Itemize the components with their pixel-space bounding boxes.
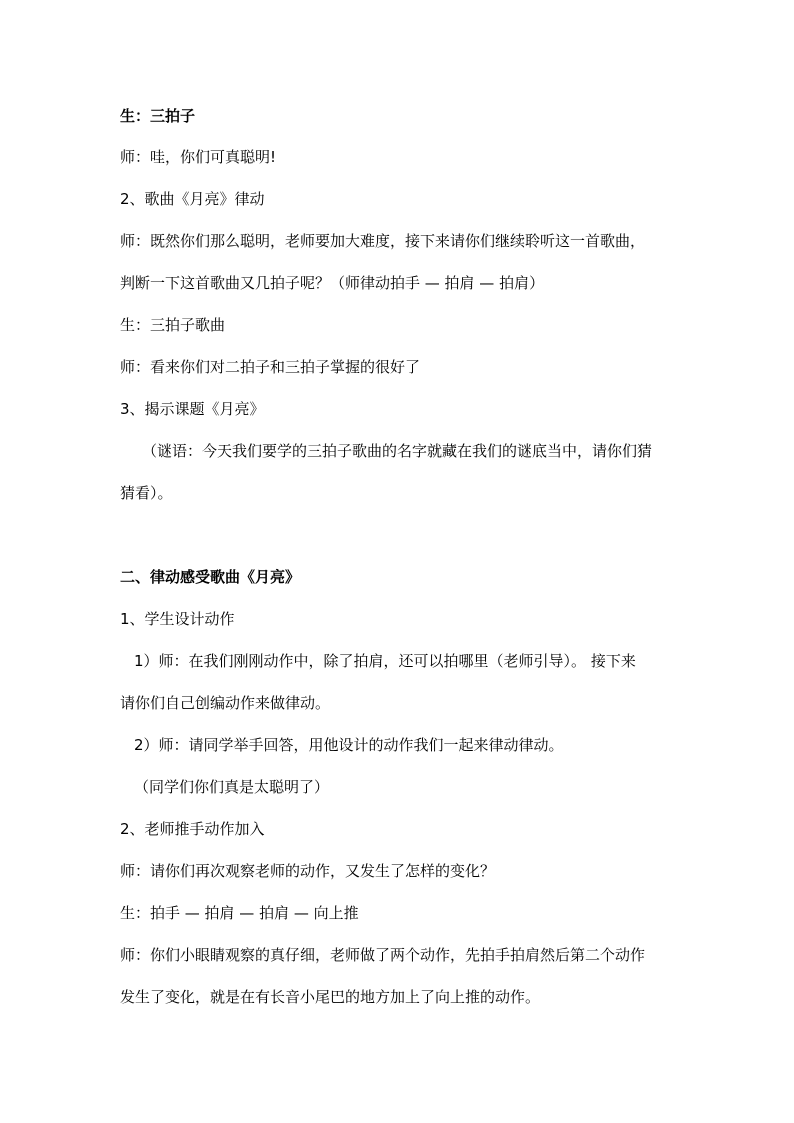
step1-line2: 请你们自己创编动作来做律动。 [120, 694, 331, 712]
teacher-instruction-line2: 判断一下这首歌曲又几拍子呢？（师律动拍手 — 拍肩 — 拍肩） [120, 274, 545, 292]
riddle-line2: 猜看）。 [120, 484, 173, 502]
teacher-explanation-line1: 师：你们小眼睛观察的真仔细，老师做了两个动作，先拍手拍肩然后第二个动作 [120, 946, 646, 964]
subsection-student-design: 1、学生设计动作 [120, 610, 235, 628]
step1-line1: 1）师：在我们刚刚动作中，除了拍肩，还可以拍哪里（老师引导）。 接下来 [134, 652, 636, 670]
section-heading-song-rhythm: 2、歌曲《月亮》律动 [120, 190, 265, 208]
praise-note: （同学们你们真是太聪明了） [134, 778, 330, 796]
teacher-explanation-line2: 发生了变化，就是在有长音小尾巴的地方加上了向上推的动作。 [120, 988, 541, 1006]
student-answer-triple-meter: 生：三拍子 [120, 107, 196, 125]
teacher-question: 师：请你们再次观察老师的动作，又发生了怎样的变化？ [120, 862, 496, 880]
teacher-comment: 师：看来你们对二拍子和三拍子掌握的很好了 [120, 358, 421, 376]
part-heading-rhythm-feeling: 二、律动感受歌曲《月亮》 [120, 568, 301, 586]
student-answer-triple-song: 生：三拍子歌曲 [120, 316, 226, 334]
step2-text: 2）师：请同学举手回答，用他设计的动作我们一起来律动律动。 [134, 736, 564, 754]
teacher-praise: 师：哇，你们可真聪明! [120, 148, 277, 166]
teacher-instruction-line1: 师：既然你们那么聪明，老师要加大难度，接下来请你们继续聆听这一首歌曲， [120, 232, 646, 250]
riddle-line1: （谜语：今天我们要学的三拍子歌曲的名字就藏在我们的谜底当中，请你们猜 [142, 442, 653, 460]
student-answer-actions: 生：拍手 — 拍肩 — 拍肩 — 向上推 [120, 904, 359, 922]
subsection-teacher-push: 2、老师推手动作加入 [120, 820, 265, 838]
section-heading-reveal-topic: 3、揭示课题《月亮》 [120, 400, 265, 418]
